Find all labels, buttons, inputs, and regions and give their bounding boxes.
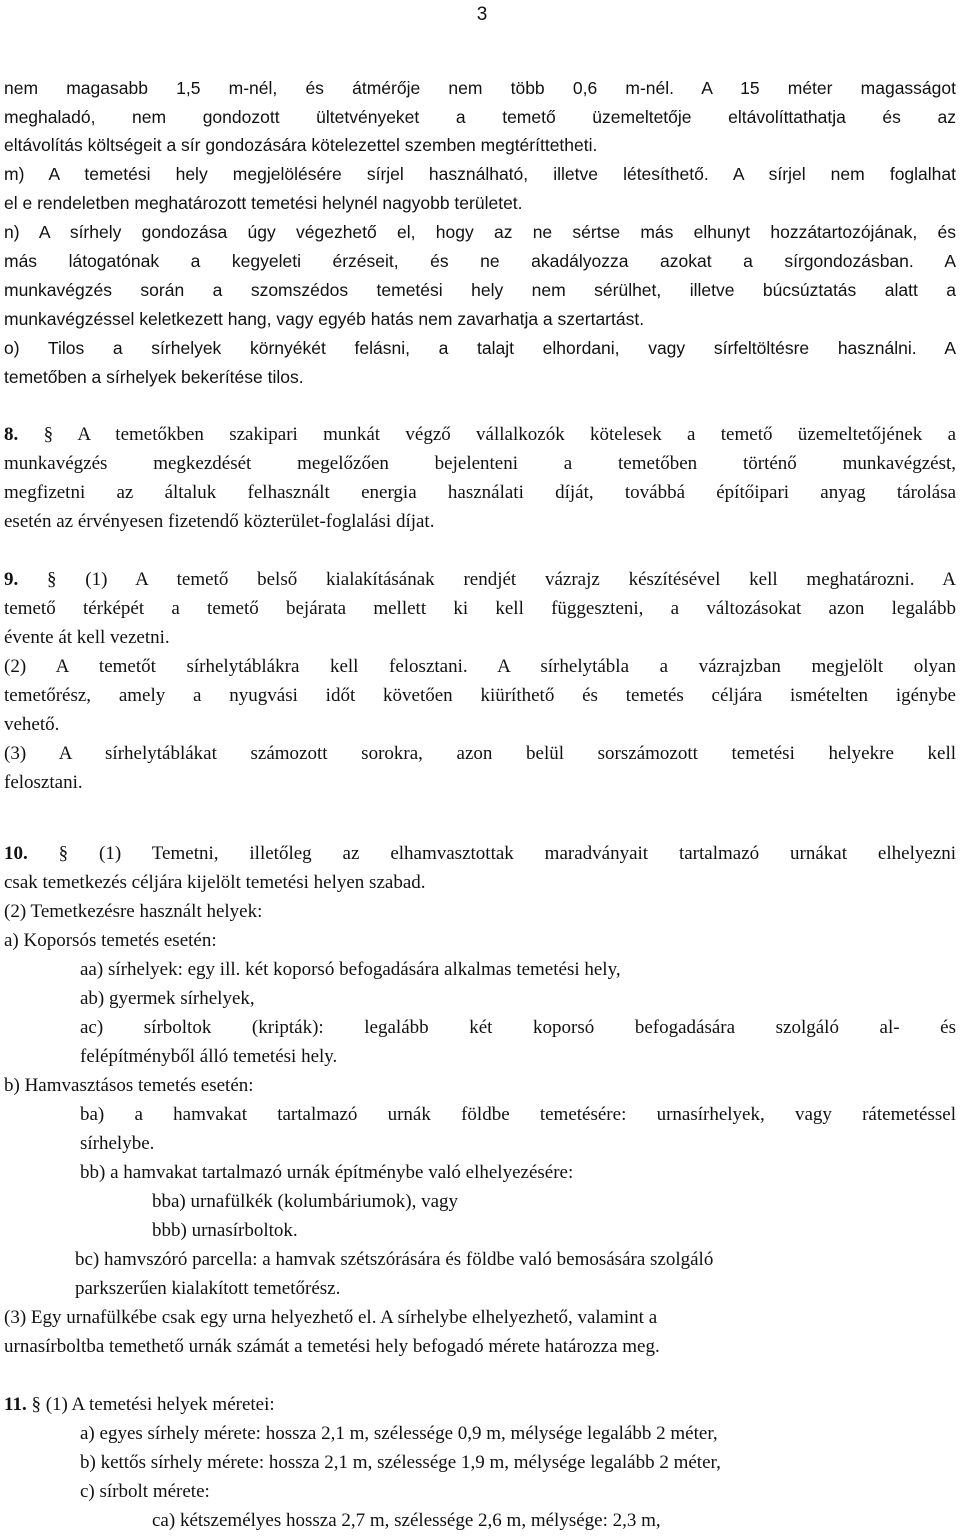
text-line: [4, 363, 956, 392]
line-text: aa) sírhelyek: egy ill. két koporsó befogadására alkalmas temetési hely,: [80, 959, 621, 980]
text-line: [4, 1332, 956, 1361]
text-line: [4, 103, 956, 132]
text-line: [4, 478, 956, 507]
text-line: [152, 1187, 956, 1216]
line-text: felosztani.: [4, 772, 83, 793]
text-line: [4, 565, 956, 594]
line-text: évente át kell vezetni.: [4, 627, 170, 648]
line-text: bb) a hamvakat tartalmazó urnák építménybe való elhelyezésére:: [80, 1162, 574, 1183]
text-line: [4, 276, 956, 305]
text-line: [80, 1419, 956, 1448]
text-line: [4, 449, 956, 478]
text-line: [4, 160, 956, 189]
text-line: [80, 1448, 956, 1477]
line-text: más látogatónak a kegyeleti érzéseit, és ne akadályozza azokat a sírgondozásban. A: [4, 251, 956, 271]
line-text: munkavégzéssel keletkezett hang, vagy egyéb hatás nem zavarhatja a szertartást.: [4, 309, 645, 329]
line-text: bc) hamvszóró parcella: a hamvak szétszórására és földbe való bemosására szolgáló: [75, 1249, 714, 1270]
text-line: [80, 955, 956, 984]
text-line: [80, 1013, 956, 1042]
line-text: § (1) Temetni, illetőleg az elhamvasztottak maradványait tartalmazó urnákat elhelyezni: [58, 843, 956, 864]
line-text: megfizetni az általuk felhasznált energia használati díját, továbbá építőipari anyag tárolása: [4, 482, 956, 503]
line-text: bbb) urnasírboltok.: [152, 1220, 298, 1241]
line-text: vehető.: [4, 714, 60, 735]
text-line: [4, 1390, 956, 1419]
line-text: sírhelybe.: [80, 1133, 155, 1154]
line-text: ab) gyermek sírhelyek,: [80, 988, 255, 1009]
line-text: a) egyes sírhely mérete: hossza 2,1 m, szélessége 0,9 m, mélysége legalább 2 méter,: [80, 1423, 718, 1444]
line-text: nem magasabb 1,5 m-nél, és átmérője nem több 0,6 m-nél. A 15 méter magasságot: [4, 78, 956, 98]
line-text: el e rendeletben meghatározott temetési helynél nagyobb területet.: [4, 193, 523, 213]
text-line: [4, 131, 956, 160]
text-line: [4, 926, 956, 955]
line-text: munkavégzés megkezdését megelőzően bejelenteni a temetőben történő munkavégzést,: [4, 453, 956, 474]
text-line: [4, 710, 956, 739]
text-line: [4, 305, 956, 334]
text-line: [4, 839, 956, 868]
text-line: [4, 1071, 956, 1100]
text-line: [80, 984, 956, 1013]
text-line: [152, 1216, 956, 1245]
line-text: temető térképét a temető bejárata mellett ki kell függeszteni, a változásokat azon legalább: [4, 598, 956, 619]
line-text: (3) Egy urnafülkébe csak egy urna helyezhető el. A sírhelybe elhelyezhető, valamint a: [4, 1307, 658, 1328]
text-line: [4, 681, 956, 710]
text-line: [4, 652, 956, 681]
text-line: [4, 868, 956, 897]
text-line: [80, 1100, 956, 1129]
text-line: [4, 74, 956, 103]
text-line: [80, 1477, 956, 1506]
line-text: (2) A temetőt sírhelytáblákra kell felosztani. A sírhelytábla a vázrajzban megjelölt olyan: [4, 656, 956, 677]
text-line: [4, 247, 956, 276]
text-line: [75, 1274, 956, 1303]
text-line: [4, 420, 956, 449]
line-text: a) Koporsós temetés esetén:: [4, 930, 217, 951]
line-text: eltávolítás költségeit a sír gondozására kötelezettel szemben megtéríttetheti.: [4, 135, 598, 155]
line-text: n) A sírhely gondozása úgy végezhető el, hogy az ne sértse más elhunyt hozzátartozójának, és: [4, 222, 956, 242]
text-line: [75, 1245, 956, 1274]
line-text: esetén az érvényesen fizetendő közterület-foglalási díjat.: [4, 511, 435, 532]
line-text: ca) kétszemélyes hossza 2,7 m, szélessége 2,6 m, mélysége: 2,3 m,: [152, 1510, 661, 1531]
section-number: 8.: [4, 424, 19, 445]
line-text: meghaladó, nem gondozott ültetvényeket a temető üzemeltetője eltávolíttathatja és az: [4, 107, 956, 127]
text-line: [4, 218, 956, 247]
line-text: § A temetőkben szakipari munkát végző vállalkozók kötelesek a temető üzemeltetőjének a: [43, 424, 956, 445]
line-text: felépítményből álló temetési hely.: [80, 1046, 338, 1067]
line-text: temetőben a sírhelyek bekerítése tilos.: [4, 367, 304, 387]
text-line: [4, 739, 956, 768]
line-text: ba) a hamvakat tartalmazó urnák földbe temetésére: urnasírhelyek, vagy rátemetéssel: [80, 1104, 956, 1125]
line-text: § (1) A temető belső kialakításának rendjét vázrajz készítésével kell meghatározni. A: [47, 569, 956, 590]
text-line: [4, 768, 956, 797]
text-line: [4, 623, 956, 652]
page-number: 3: [476, 4, 488, 25]
text-line: [80, 1042, 956, 1071]
text-line: [152, 1506, 956, 1535]
line-text: (2) Temetkezésre használt helyek:: [4, 901, 263, 922]
line-text: ac) sírboltok (kripták): legalább két koporsó befogadására szolgáló al- és: [80, 1017, 956, 1038]
line-text: c) sírbolt mérete:: [80, 1481, 210, 1502]
text-line: [4, 507, 956, 536]
line-text: csak temetkezés céljára kijelölt temetési helyen szabad.: [4, 872, 426, 893]
line-text: munkavégzés során a szomszédos temetési hely nem sérülhet, illetve búcsúztatás alatt a: [4, 280, 956, 300]
text-line: [80, 1158, 956, 1187]
text-line: [4, 1303, 956, 1332]
section-number: 9.: [4, 569, 19, 590]
line-text: temetőrész, amely a nyugvási időt követően kiüríthető és temetés céljára ismételten igénybe: [4, 685, 956, 706]
line-text: § (1) A temetési helyek méretei:: [31, 1394, 275, 1415]
text-line: [80, 1129, 956, 1158]
line-text: (3) A sírhelytáblákat számozott sorokra, azon belül sorszámozott temetési helyekre kell: [4, 743, 956, 764]
text-line: [4, 189, 956, 218]
line-text: urnasírboltba temethető urnák számát a temetési hely befogadó mérete határozza meg.: [4, 1336, 660, 1357]
line-text: b) kettős sírhely mérete: hossza 2,1 m, szélessége 1,9 m, mélysége legalább 2 méter,: [80, 1452, 721, 1473]
line-text: m) A temetési hely megjelölésére sírjel használható, illetve létesíthető. A sírjel nem foglalhat: [4, 164, 956, 184]
line-text: o) Tilos a sírhelyek környékét felásni, a talajt elhordani, vagy sírfeltöltésre használni. A: [4, 338, 956, 358]
text-line: [4, 897, 956, 926]
text-line: [4, 334, 956, 363]
line-text: parkszerűen kialakított temetőrész.: [75, 1278, 341, 1299]
line-text: b) Hamvasztásos temetés esetén:: [4, 1075, 254, 1096]
text-line: [4, 594, 956, 623]
line-text: bba) urnafülkék (kolumbáriumok), vagy: [152, 1191, 459, 1212]
section-number: 11.: [4, 1394, 27, 1415]
section-number: 10.: [4, 843, 28, 864]
